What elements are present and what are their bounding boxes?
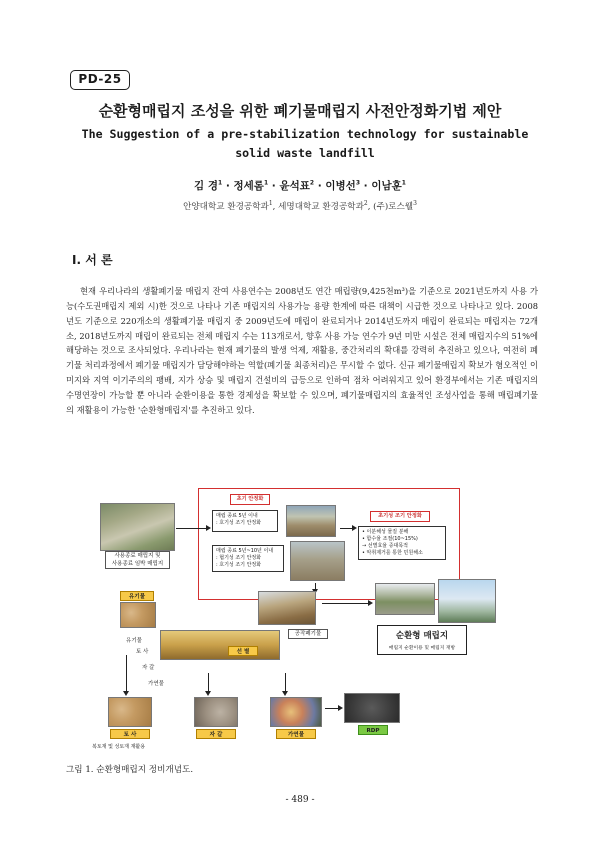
box2-line1: 매립 종료 5년~10년 이내	[216, 548, 274, 554]
soil-reuse-note: 복토재 및 성토재 재활용	[92, 744, 146, 750]
flow-line-gravel	[208, 673, 209, 693]
author-1: 김 경	[194, 180, 218, 192]
author-sep: ·	[268, 180, 280, 192]
figure-landfill-concept	[90, 483, 530, 753]
soil-product-photo	[108, 697, 152, 727]
arrow-head	[123, 691, 129, 696]
gravel-product-photo	[194, 697, 238, 727]
figure-caption: 그림 1. 순환형매립지 정비개념도.	[66, 765, 194, 775]
rdp-product-label: RDP	[358, 725, 388, 735]
stabilization-site-photo-1	[286, 505, 336, 537]
title-en-line1: The Suggestion of a pre-stabilization technology for sustainable	[81, 127, 529, 141]
flow-line-combustible-to-rdp	[325, 708, 339, 709]
arrow-head	[205, 691, 211, 696]
paper-title-english	[70, 125, 540, 163]
affiliation-1: 안양대학교 환경공학과	[183, 202, 269, 212]
early-stabilization-tag: 초기 안정화	[230, 494, 270, 505]
author-list	[0, 178, 600, 193]
stabilization-effects-box	[358, 526, 446, 560]
author-5: 이남훈	[371, 180, 402, 192]
landfill-label-line1: 사용종료 매립지 및	[114, 553, 161, 559]
stabilization-site-photo-2	[290, 541, 345, 581]
author-4-sup: 3	[355, 179, 360, 187]
soil-product-label: 토 사	[110, 729, 150, 739]
affiliation-3: (주)로스웰	[373, 202, 414, 212]
affiliation-2-sup: 2	[363, 200, 368, 208]
author-sep: ·	[222, 180, 234, 192]
excavation-photo	[258, 591, 316, 625]
affiliation-3-sup: 3	[413, 200, 417, 208]
box3-line3: → 선별효율 증대목적	[362, 543, 409, 549]
stream-combustible-label: 가연물	[148, 681, 164, 687]
box3-line1: • 이분해성 물질 분해	[362, 529, 409, 535]
introduction-paragraph: 현재 우리나라의 생활폐기물 매립지 잔여 사용연수는 2008년도 연간 매립량(9,425천m³)을 기준으로 2021년도까지 사용 가능(수도권매립지 제외 시)한 것으로 나타나 기존 매립지의 사용가능 용량 한계에 따른 대책이 시급한 것으로 나타나고 있다. 2008년도 기준으로 220개소의 생활폐기물 매립지 중 2009년도에 매립이 완료되거나 2014년도까지 매립이 완료되는 매립지는 72개소, 2018년도까지 매립이 완료되는 전체 매립지 수는 113개로서, 향후 사용 가능 연수가 9년 미만 시설은 전체 매립지수의 51%에 해당하는 것으로 조사되었다. 우리나라는 현재 폐기물의 발생 억제, 재활용, 중간처리의 확대를 강력히 추진하고 있으나, 여전히 폐기물 처리과정에서 폐기물 매립지가 담당해야하는 역할(폐기물 최종처리)은 무시할 수 없다. 신규 폐기물매립지 확보가 혐오적인 이미지와 지역 이기주의의 팽배, 지가 상승 및 매립지 건설비의 급등으로 인하여 점차 어려워지고 있어 환경부에서는 기존 매립지의 수명연장이 가능할 뿐 아니라 순환이용을 통한 경제성을 확보할 수 있으며, 폐기물매립지의 효율적인 조성사업을 통해 매립폐기물의 재활용이 가능한 '순환형매립지'를 추진하고 있다.	[66, 286, 538, 415]
author-3: 윤석표	[279, 180, 310, 192]
author-sep: ·	[314, 180, 326, 192]
box2-line3: : 호기성 조기 안정화	[216, 562, 262, 568]
combustible-product-label: 가연물	[276, 729, 316, 739]
box3-line4: • 악취제거를 통한 민원해소	[362, 550, 423, 556]
section-heading-introduction: Ⅰ. 서 론	[72, 253, 113, 267]
flow-arrow-landfill-to-stabilization	[176, 528, 208, 529]
arrow-head	[352, 525, 357, 531]
organic-photo	[120, 602, 156, 628]
affiliation-1-sup: 1	[268, 200, 273, 208]
anaerobic-condition-box	[212, 545, 284, 572]
sorting-label: 선 별	[228, 646, 258, 656]
organic-label-top: 유기물	[120, 591, 154, 601]
reuse-city-photo	[438, 579, 496, 623]
author-2: 정세롬	[233, 180, 264, 192]
stream-organic-label: 유기물	[126, 638, 142, 644]
paper-title-korean: 순환형매립지 조성을 위한 폐기물매립지 사전안정화기법 제안	[98, 102, 502, 120]
stream-soil-label: 토 사	[136, 649, 149, 655]
stream-gravel-label: 자 갈	[142, 665, 155, 671]
aerobic-condition-box	[212, 510, 278, 532]
author-4: 이병선	[325, 180, 356, 192]
landfill-label-line2: 사용종료 임박 매립지	[111, 561, 164, 567]
arrow-head	[368, 600, 373, 606]
sustainable-landfill-title: 순환형 매립지	[395, 631, 449, 641]
arrow-head	[338, 705, 343, 711]
author-2-sup: 1	[263, 179, 269, 187]
arrow-head	[282, 691, 288, 696]
sorting-machine-illustration	[160, 630, 280, 660]
sustainable-landfill-subtitle: 매립지 순환이용 및 매립지 재방	[388, 646, 456, 651]
flow-line-combustible	[285, 673, 286, 693]
box1-line2: : 호기성 조기 안정화	[216, 520, 262, 526]
box2-line2: : 협기성 조기 안정화	[216, 555, 262, 561]
affiliations: 안양대학교 환경공학과$^1$, 세명대학교 환경공학과$^2$, (주)로스웰$^3$	[183, 200, 417, 212]
author-5-sup: 1	[401, 179, 406, 187]
mid-stabilization-tag: 초기성 조기 안정화	[370, 511, 430, 522]
page-number: - 489 -	[285, 795, 315, 805]
author-sep: ·	[360, 180, 372, 192]
author-3-sup: 2	[309, 179, 315, 187]
combustible-product-photo	[270, 697, 322, 727]
title-en-line2: solid waste landfill	[235, 146, 375, 160]
affiliation-2: 세명대학교 환경공학과	[278, 202, 364, 212]
rdp-product-photo	[344, 693, 400, 723]
author-1-sup: 1	[218, 179, 223, 187]
gravel-product-label: 자 갈	[196, 729, 236, 739]
landfill-label	[105, 551, 170, 569]
landfill-aerial-photo	[100, 503, 175, 551]
box1-line1: 매립 종료 5년 이내	[216, 513, 258, 519]
excavated-waste-label: 공작폐기물	[288, 629, 328, 639]
flow-arrow-to-restored	[322, 603, 370, 604]
arrow-head	[206, 525, 211, 531]
session-badge: PD-25	[70, 70, 130, 90]
restored-landfill-photo	[375, 583, 435, 615]
sustainable-landfill-box	[377, 625, 467, 655]
flow-line-soil	[126, 655, 127, 693]
box3-line2: • 함수율 조절(10~15%)	[362, 536, 418, 542]
